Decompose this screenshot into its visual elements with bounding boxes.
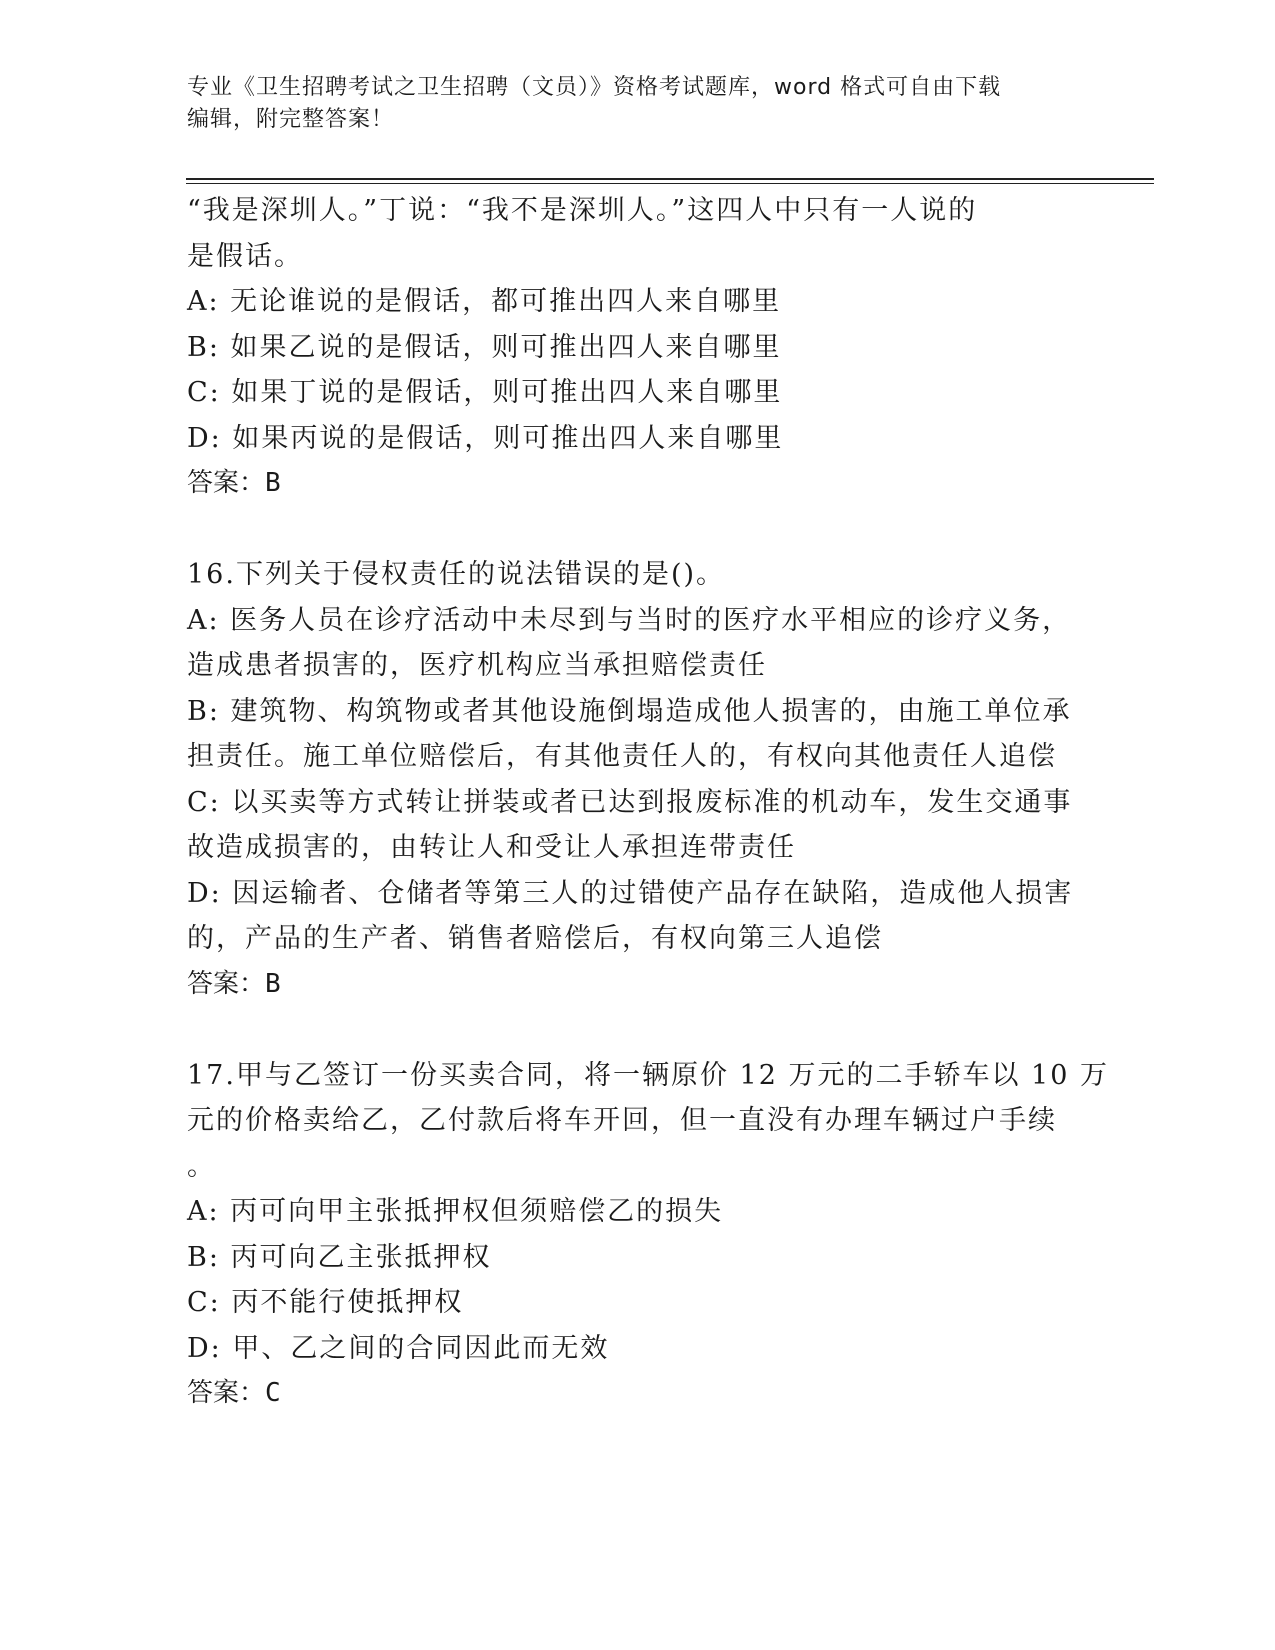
question-16: [187, 552, 1087, 1007]
option-a-continued: 造成患者损害的，医疗机构应当承担赔偿责任: [187, 650, 767, 681]
spacer: [187, 507, 1087, 553]
question-stem-line: 是假话。: [187, 240, 303, 272]
question-stem-line: “我是深圳人。”丁说：“我不是深圳人。”这四人中只有一人说的: [187, 195, 978, 226]
answer-value: C: [265, 1378, 281, 1408]
document-header: [187, 72, 1067, 136]
question-stem-line: 元的价格卖给乙，乙付款后将车开回，但一直没有办理车辆过户手续: [187, 1105, 1057, 1136]
option-b-continued: 担责任。施工单位赔偿后，有其他责任人的，有权向其他责任人追偿: [187, 741, 1057, 772]
answer-value: B: [265, 968, 281, 999]
option-c-continued: 故造成损害的，由转让人和受让人承担连带责任: [187, 832, 796, 863]
question-stem: 16.下列关于侵权责任的说法错误的是()。: [187, 559, 726, 590]
answer-line: [187, 962, 1087, 1008]
option-c: C: 如果丁说的是假话，则可推出四人来自哪里: [187, 377, 783, 408]
option-a: A: 丙可向甲主张抵押权但须赔偿乙的损失: [187, 1196, 724, 1227]
option-d: D: 甲、乙之间的合同因此而无效: [187, 1332, 610, 1364]
answer-value: B: [265, 468, 281, 498]
question-stem-line: 。: [187, 1150, 216, 1182]
option-c: C: 以买卖等方式转让拼装或者已达到报废标准的机动车，发生交通事: [187, 786, 1073, 818]
question-content: [187, 188, 1109, 1417]
header-divider-thin: [186, 183, 1154, 184]
question-17: [187, 1053, 1109, 1417]
option-d: D: 如果丙说的是假话，则可推出四人来自哪里: [187, 422, 784, 454]
option-b: B: 如果乙说的是假话，则可推出四人来自哪里: [187, 331, 782, 363]
option-b: B: 建筑物、构筑物或者其他设施倒塌造成他人损害的，由施工单位承: [187, 695, 1072, 727]
question-stem-line: 17.甲与乙签订一份买卖合同，将一辆原价 12 万元的二手轿车以 10 万: [187, 1059, 1109, 1091]
option-d-continued: 的，产品的生产者、销售者赔偿后，有权向第三人追偿: [187, 923, 883, 954]
answer-label: 答案：: [187, 468, 266, 498]
header-divider-thick: [186, 178, 1154, 180]
answer-label: 答案：: [187, 1378, 266, 1408]
option-a: A: 医务人员在诊疗活动中未尽到与当时的医疗水平相应的诊疗义务，: [187, 604, 1072, 636]
answer-line: [187, 1371, 1087, 1417]
option-d: D: 因运输者、仓储者等第三人的过错使产品存在缺陷，造成他人损害: [187, 877, 1074, 909]
header-line-2: 编辑，附完整答案！: [187, 107, 395, 132]
spacer: [187, 1007, 1087, 1053]
answer-line: [187, 461, 1087, 507]
answer-label: 答案：: [187, 968, 266, 999]
option-b: B: 丙可向乙主张抵押权: [187, 1241, 492, 1273]
option-a: A: 无论谁说的是假话，都可推出四人来自哪里: [187, 286, 782, 317]
question-15: [187, 188, 1087, 507]
header-line-1: 专业《卫生招聘考试之卫生招聘（文员）》资格考试题库，word 格式可自由下载: [187, 75, 1002, 100]
option-c: C: 丙不能行使抵押权: [187, 1287, 464, 1318]
